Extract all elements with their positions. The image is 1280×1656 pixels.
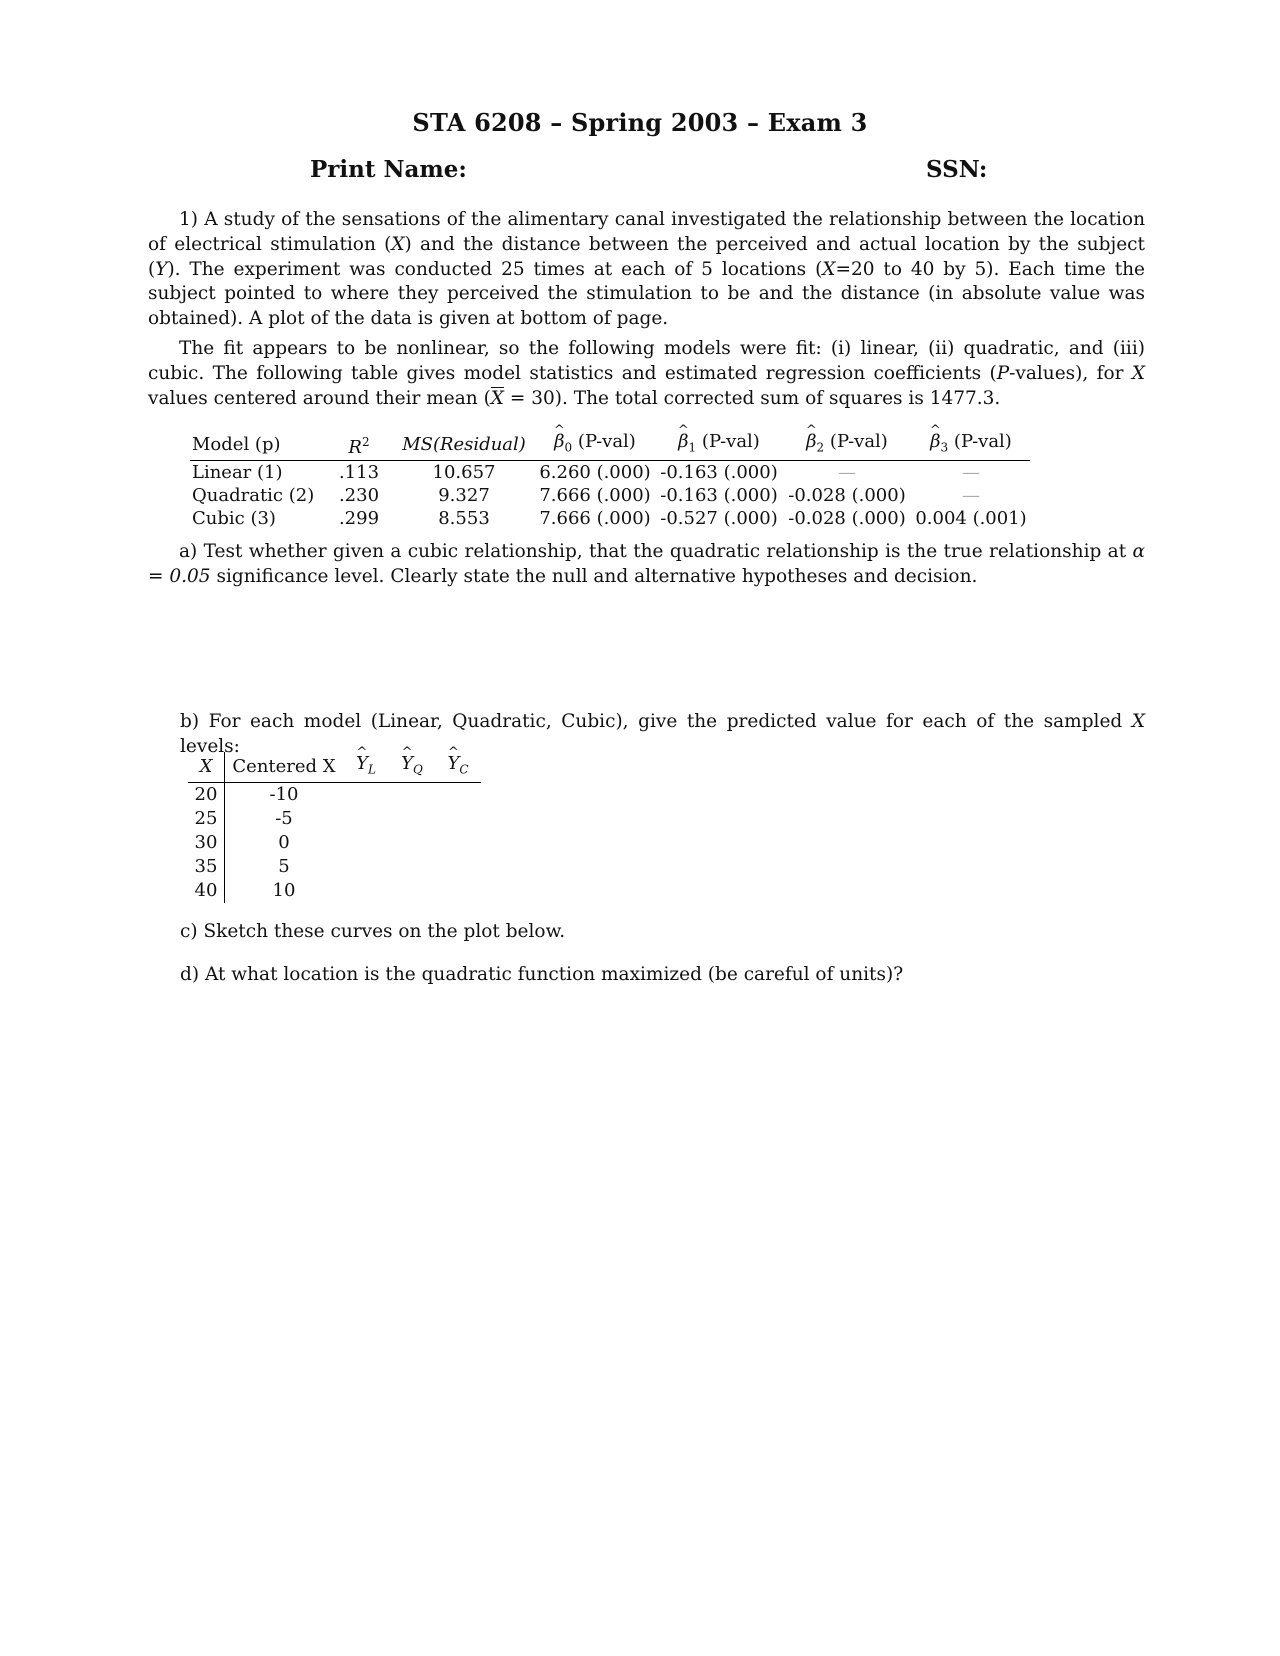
row-r2: .113	[338, 461, 380, 483]
answer-yc[interactable]	[435, 831, 481, 855]
table-row	[190, 507, 1030, 530]
row-centered-x: -5	[275, 807, 293, 829]
table-row	[188, 782, 481, 807]
header-beta3-sub: 3	[940, 440, 949, 455]
row-centered-x: 5	[278, 855, 290, 877]
row-b3: —	[962, 484, 980, 506]
row-ms: 9.327	[438, 484, 490, 506]
model-statistics-table	[190, 430, 1030, 530]
q1-text-d: =20 to 40 by 5). Each time the subject pointed to where they perceived the stimulation to be and the distance (in absolute value was obtained). A plot of the data is given at bottom of page.	[148, 258, 1145, 330]
table-row	[188, 855, 481, 879]
header-yq-sub: Q	[413, 762, 423, 777]
part-c-question: c) Sketch these curves on the plot below.	[180, 921, 566, 942]
row-r2: .230	[338, 484, 380, 506]
row-x: 20	[188, 782, 225, 807]
q1-p2-var-x: X	[1131, 362, 1145, 384]
header-beta3	[912, 430, 1030, 460]
answer-yc[interactable]	[435, 807, 481, 831]
answer-yq[interactable]	[389, 855, 435, 879]
answer-yl[interactable]	[343, 831, 389, 855]
q1-p2-var-p: P	[996, 362, 1010, 384]
q1-text-a: 1) A study of the sensations of the alimentary canal investigated the relationship between the location of electrical stimulation (	[148, 209, 1145, 255]
header-yl-sub: L	[367, 762, 376, 777]
header-y-linear	[343, 752, 389, 782]
table-row	[188, 879, 481, 903]
header-beta0-pval: (P-val)	[577, 431, 636, 452]
q1-p2-text-a: The fit appears to be nonlinear, so the following models were fit: (i) linear, (ii) quadratic, and (iii) cubic. The following table gives model statistics and estimated regression coefficients (	[148, 338, 1145, 384]
row-b3: 0.004 (.001)	[915, 507, 1027, 529]
q1-p2-text-b: -values), for	[1009, 362, 1132, 384]
q1-var-x: X	[391, 233, 405, 255]
answer-yq[interactable]	[389, 782, 435, 807]
q1-var-y: Y	[155, 258, 168, 280]
header-beta1-sub: 1	[688, 440, 697, 455]
header-beta2-symbol: ^ β	[806, 430, 816, 453]
exam-title: STA 6208 – Spring 2003 – Exam 3	[412, 108, 868, 137]
row-b0: 6.260 (.000)	[539, 461, 651, 483]
answer-yl[interactable]	[343, 807, 389, 831]
q1-p2-xbar: $\overline{X}$	[490, 387, 504, 409]
row-b2: —	[838, 461, 856, 483]
header-x: X	[188, 752, 225, 782]
header-r2-sup: 2	[361, 434, 370, 449]
model-table-header	[190, 430, 1030, 460]
row-model: Quadratic (2)	[192, 484, 315, 506]
row-model: Cubic (3)	[192, 507, 276, 529]
row-b3: —	[962, 461, 980, 483]
row-centered-x: 10	[272, 879, 296, 901]
header-y-cubic	[435, 752, 481, 782]
header-yc-sub: C	[459, 762, 469, 777]
row-b2: -0.028 (.000)	[788, 484, 906, 506]
header-beta3-symbol: ^ β	[930, 430, 940, 453]
header-yc-symbol: ^ Y	[447, 752, 459, 776]
row-x: 30	[188, 831, 225, 855]
row-b1: -0.163 (.000)	[660, 461, 778, 483]
table-row	[190, 460, 1030, 484]
q1-text-c: ). The experiment was conducted 25 times at each of 5 locations (	[167, 258, 823, 280]
part-a-text-a: a) Test whether given a cubic relationship, that the quadratic relationship is the true relationship at	[179, 541, 1133, 562]
answer-yq[interactable]	[389, 879, 435, 903]
header-ms-residual: MS(Residual)	[394, 430, 534, 460]
row-b1: -0.163 (.000)	[660, 484, 778, 506]
header-beta1-pval: (P-val)	[701, 431, 760, 452]
row-b1: -0.527 (.000)	[660, 507, 778, 529]
header-r2-symbol: R	[348, 436, 362, 458]
header-beta1	[656, 430, 782, 460]
answer-yc[interactable]	[435, 855, 481, 879]
header-beta3-pval: (P-val)	[953, 431, 1012, 452]
table-row	[188, 831, 481, 855]
q1-var-x2: X	[822, 258, 836, 280]
header-beta2	[782, 430, 912, 460]
header-y-quadratic	[389, 752, 435, 782]
part-b-var-x: X	[1131, 711, 1145, 732]
q1-text-b: ) and the distance between the perceived and actual location by the subject (	[148, 233, 1145, 280]
row-b0: 7.666 (.000)	[539, 507, 651, 529]
header-model: Model (p)	[190, 430, 324, 460]
part-b-text: b) For each model (Linear, Quadratic, Cubic), give the predicted value for each of the sampled	[180, 711, 1132, 732]
prediction-table	[188, 752, 481, 903]
q1-p2-text-d: = 30). The total corrected sum of squares is 1477.3.	[503, 387, 1001, 409]
header-beta0-symbol: ^ β	[554, 430, 564, 453]
row-r2: .299	[338, 507, 380, 529]
print-name-label: Print Name:	[310, 156, 467, 183]
table-row	[188, 807, 481, 831]
row-centered-x: -10	[269, 783, 299, 805]
answer-yq[interactable]	[389, 831, 435, 855]
row-model: Linear (1)	[192, 461, 283, 483]
row-b0: 7.666 (.000)	[539, 484, 651, 506]
row-x: 25	[188, 807, 225, 831]
header-beta0-sub: 0	[564, 440, 573, 455]
header-beta1-symbol: ^ β	[678, 430, 688, 453]
answer-yq[interactable]	[389, 807, 435, 831]
header-r2	[324, 430, 394, 460]
header-centered-x: Centered X	[225, 752, 344, 782]
q1-p2-text-c: values centered around their mean (	[148, 387, 491, 409]
row-ms: 10.657	[432, 461, 496, 483]
question-1-intro	[148, 208, 1145, 332]
part-a-text-b: significance level. Clearly state the null and alternative hypotheses and decision.	[210, 565, 978, 587]
header-yq-symbol: ^ Y	[401, 752, 413, 776]
part-d-question: d) At what location is the quadratic function maximized (be careful of units)?	[180, 964, 904, 985]
row-x: 40	[188, 879, 225, 903]
row-ms: 8.553	[438, 507, 490, 529]
header-beta0	[534, 430, 656, 460]
header-yl-symbol: ^ Y	[356, 752, 368, 776]
answer-yc[interactable]	[435, 782, 481, 807]
row-centered-x: 0	[278, 831, 290, 853]
row-x: 35	[188, 855, 225, 879]
answer-yc[interactable]	[435, 879, 481, 903]
ssn-label: SSN:	[926, 156, 988, 183]
table-row	[190, 484, 1030, 507]
part-b-text-end: levels:	[180, 735, 240, 757]
row-b2: -0.028 (.000)	[788, 507, 906, 529]
question-1-models	[148, 337, 1145, 411]
prediction-table-header	[188, 752, 481, 782]
header-beta2-pval: (P-val)	[829, 431, 888, 452]
answer-yl[interactable]	[343, 879, 389, 903]
part-a-question	[148, 540, 1145, 590]
answer-yl[interactable]	[343, 782, 389, 807]
answer-yl[interactable]	[343, 855, 389, 879]
part-a-alpha: α = 0.05	[148, 541, 1145, 587]
header-beta2-sub: 2	[816, 440, 825, 455]
